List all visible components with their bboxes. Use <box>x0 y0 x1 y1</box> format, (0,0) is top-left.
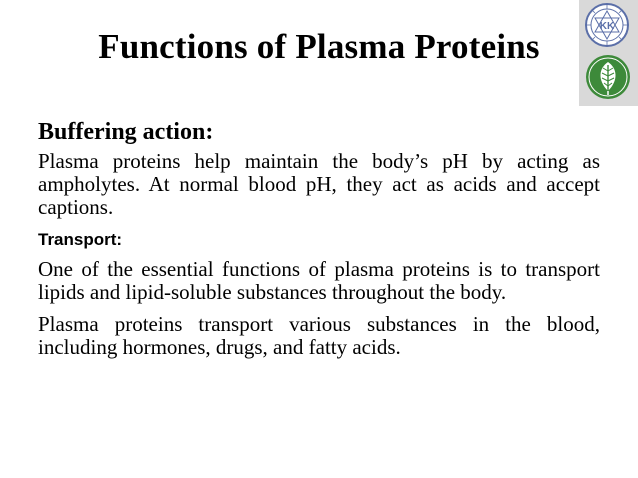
svg-text:KK: KK <box>599 21 615 32</box>
section-heading-buffering: Buffering action: <box>38 119 214 145</box>
slide-title: Functions of Plasma Proteins <box>98 27 540 66</box>
section-paragraph-buffering: Plasma proteins help maintain the body’s pH by acting as ampholytes. At normal blood pH, they act as acids and accept captions. <box>38 149 600 219</box>
section-paragraph-transport-1: One of the essential functions of plasma proteins is to transport lipids and lipid-soluble substances throughout the body. <box>38 257 600 304</box>
section-heading-transport: Transport: <box>38 230 123 249</box>
slide-content <box>38 118 600 359</box>
section-paragraph-transport-2: Plasma proteins transport various substances in the blood, including hormones, drugs, and fatty acids. <box>38 312 600 359</box>
leaf-emblem-icon <box>584 53 632 101</box>
institution-seal-icon <box>582 2 632 48</box>
